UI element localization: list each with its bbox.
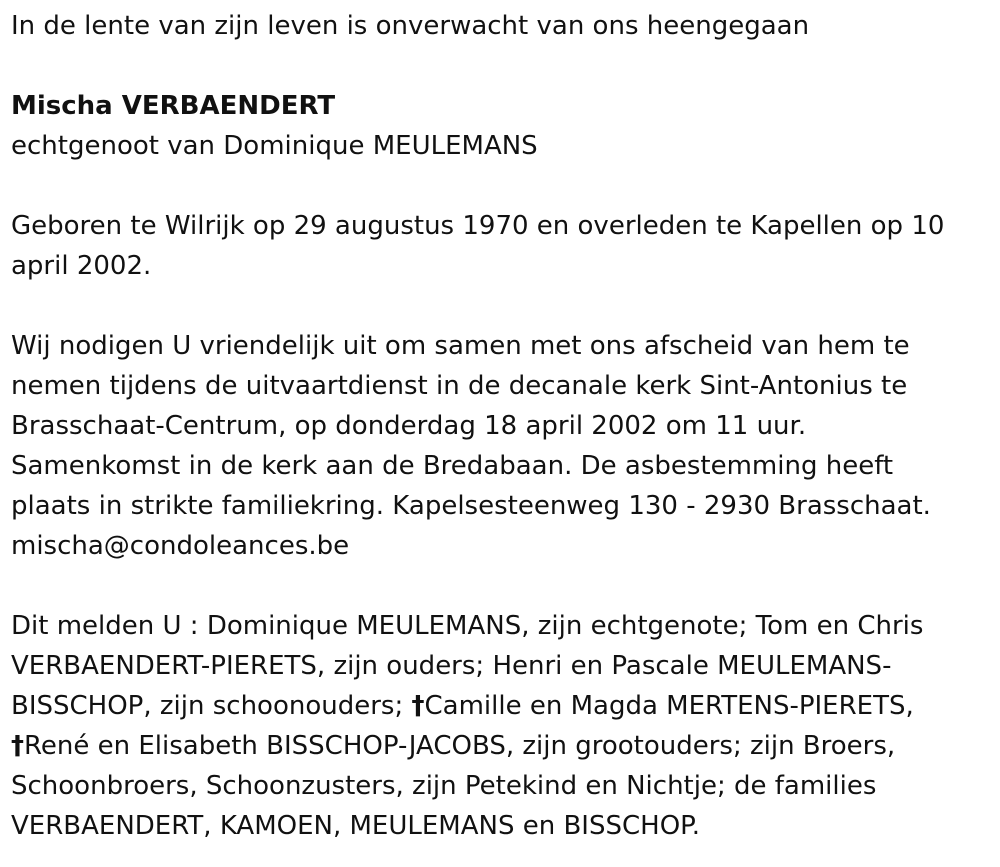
deceased-name: Mischa VERBAENDERT bbox=[11, 91, 336, 121]
cross-icon: † bbox=[11, 731, 24, 761]
family-text: BISSCHOP, zijn schoonouders; bbox=[11, 691, 412, 721]
cross-icon: † bbox=[411, 691, 425, 721]
death-notice bbox=[11, 6, 996, 846]
family-line: VERBAENDERT-PIERETS, zijn ouders; Henri en Pascale MEULEMANS- bbox=[11, 651, 892, 681]
family-text: Camille en Magda MERTENS-PIERETS, bbox=[424, 691, 914, 721]
invitation-line: nemen tijdens de uitvaartdienst in de decanale kerk Sint-Antonius te bbox=[11, 371, 908, 401]
spacer bbox=[11, 166, 996, 206]
family-line bbox=[11, 726, 996, 766]
birth-death-line: april 2002. bbox=[11, 251, 152, 281]
family-line: Schoonbroers, Schoonzusters, zijn Petekind en Nichtje; de families bbox=[11, 771, 877, 801]
family-line bbox=[11, 686, 996, 726]
spouse-line: echtgenoot van Dominique MEULEMANS bbox=[11, 131, 538, 161]
family-line: Dit melden U : Dominique MEULEMANS, zijn echtgenote; Tom en Chris bbox=[11, 611, 924, 641]
invitation-paragraph bbox=[11, 326, 996, 566]
condolence-email: mischa@condoleances.be bbox=[11, 531, 350, 561]
spacer bbox=[11, 566, 996, 606]
intro-text: In de lente van zijn leven is onverwacht van ons heengegaan bbox=[11, 11, 810, 41]
invitation-line: plaats in strikte familiekring. Kapelsesteenweg 130 - 2930 Brasschaat. bbox=[11, 491, 931, 521]
spacer bbox=[11, 46, 996, 86]
invitation-line: Brasschaat-Centrum, op donderdag 18 april 2002 om 11 uur. bbox=[11, 411, 807, 441]
invitation-line: Wij nodigen U vriendelijk uit om samen met ons afscheid van hem te bbox=[11, 331, 910, 361]
birth-death-line: Geboren te Wilrijk op 29 augustus 1970 en overleden te Kapellen op 10 bbox=[11, 211, 945, 241]
birth-death-paragraph bbox=[11, 206, 996, 286]
spacer bbox=[11, 286, 996, 326]
family-text: René en Elisabeth BISSCHOP-JACOBS, zijn grootouders; zijn Broers, bbox=[24, 731, 896, 761]
family-line: VERBAENDERT, KAMOEN, MEULEMANS en BISSCHOP. bbox=[11, 811, 701, 841]
family-paragraph bbox=[11, 606, 996, 846]
invitation-line: Samenkomst in de kerk aan de Bredabaan. De asbestemming heeft bbox=[11, 451, 894, 481]
